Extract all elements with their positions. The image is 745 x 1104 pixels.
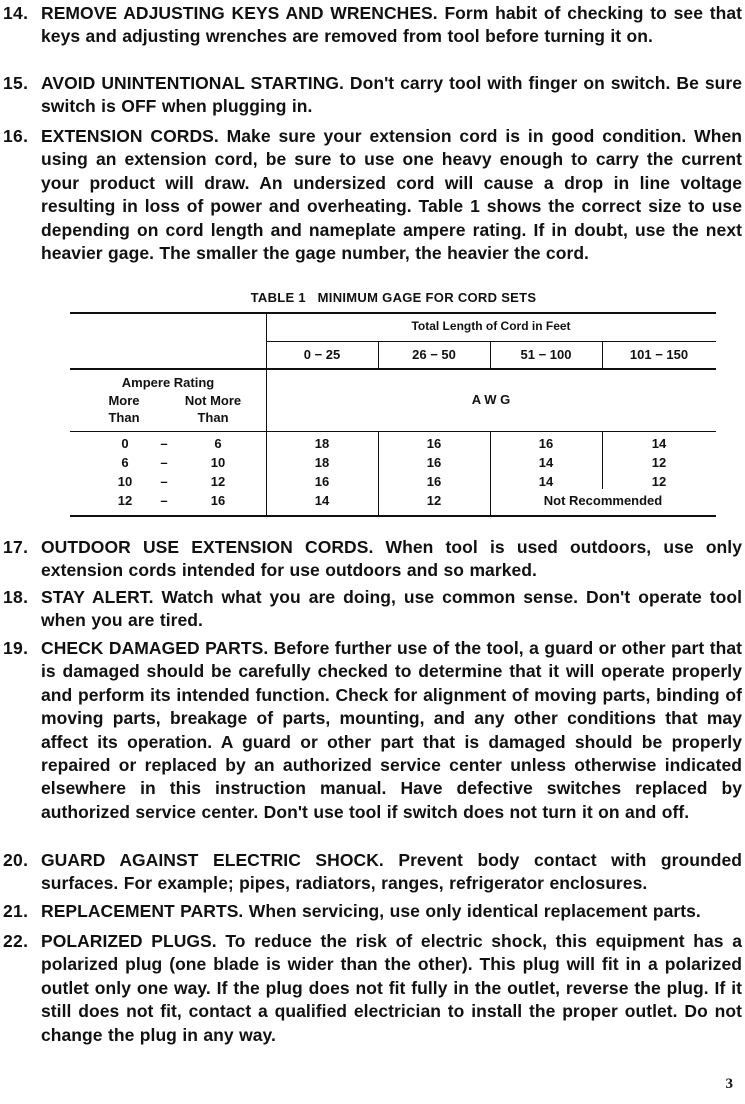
- rule-heading: REMOVE ADJUSTING KEYS AND WRENCHES.: [41, 3, 438, 23]
- rule-body: Make sure your extension cord is in good condition. When using an extension cord, be sure to use one heavy enough to carry the current your product will draw. An undersized cord will cause a drop in line voltage resulting in loss of power and overheating. Table 1 shows the correct size to use depending on cord length and nameplate ampere rating. If in doubt, use the next heavier gage. The smaller the gage number, the heavier the cord.: [41, 126, 743, 264]
- table-bottom-rule: [70, 515, 716, 517]
- table-rule: [70, 368, 716, 370]
- page-number: 3: [725, 1076, 733, 1092]
- rule-heading: EXTENSION CORDS.: [41, 126, 219, 146]
- rule-number: 17.: [3, 537, 29, 557]
- rule-number: 18.: [3, 587, 29, 607]
- ampere-from: 12: [117, 493, 133, 508]
- length-col-header: 51 − 100: [520, 347, 572, 362]
- gage-cell: 16: [426, 436, 442, 451]
- gage-cell: 14: [538, 474, 554, 489]
- rule-number: 22.: [3, 931, 29, 951]
- rule-heading: STAY ALERT.: [41, 587, 154, 607]
- length-col-header: 101 − 150: [629, 347, 689, 362]
- rule-heading: REPLACEMENT PARTS.: [41, 901, 244, 921]
- more-than-header: More Than: [108, 393, 140, 425]
- rule-body: Watch what you are doing, use common sense. Don't operate tool when you are tired.: [41, 587, 742, 631]
- awg-header: A W G: [471, 392, 511, 407]
- rule-body: Before further use of the tool, a guard or other part that is damaged should be carefully checked to determine that it will operate properly and perform its intended function. Check for alignment of moving parts, binding of moving parts, breakage of parts, mounting, and any other conditions that may affect its operation. A guard or other part that is damaged should be properly repaired or replaced by an authorized service center unless otherwise indicated elsewhere in this instruction manual. Have defective switches replaced by authorized service center. Don't use tool if switch does not turn it on and off.: [41, 638, 742, 822]
- ampere-from: 0: [121, 436, 129, 451]
- table-title: TABLE 1 MINIMUM GAGE FOR CORD SETS: [250, 290, 537, 305]
- gage-cell: 18: [314, 436, 330, 451]
- length-col-header: 0 − 25: [303, 347, 341, 362]
- ampere-to: 16: [210, 493, 226, 508]
- range-dash: –: [160, 474, 168, 489]
- rule-heading: POLARIZED PLUGS.: [41, 931, 217, 951]
- ampere-from: 6: [121, 455, 129, 470]
- rule-body: When tool is used outdoors, use only extension cords intended for use outdoors and so marked.: [41, 537, 742, 581]
- ampere-header: Ampere Rating: [121, 375, 215, 390]
- not-more-than-header: Not More Than: [184, 393, 242, 425]
- gage-cell: 16: [426, 455, 442, 470]
- table-row: [70, 436, 716, 455]
- cord-gage-table: [70, 312, 716, 518]
- range-dash: –: [160, 493, 168, 508]
- rule-body: Don't carry tool with finger on switch. Be sure switch is OFF when plugging in.: [41, 73, 742, 117]
- gage-cell: 12: [651, 474, 667, 489]
- table-row: [70, 474, 716, 493]
- rule-text: [41, 125, 742, 265]
- gage-cell: 12: [651, 455, 667, 470]
- rule-body: When servicing, use only identical replacement parts.: [243, 901, 701, 921]
- length-header: Total Length of Cord in Feet: [411, 319, 571, 333]
- gage-cell: 16: [538, 436, 554, 451]
- rule-number: 14.: [3, 3, 29, 23]
- table-row: [70, 455, 716, 474]
- rule-text: [41, 637, 742, 824]
- table-row: [70, 493, 716, 512]
- table-top-rule: [70, 312, 716, 314]
- rule-text: [41, 900, 742, 923]
- rule-number: 21.: [3, 901, 29, 921]
- ampere-from: 10: [117, 474, 133, 489]
- rule-text: [41, 586, 742, 633]
- rule-text: [41, 536, 742, 583]
- rule-heading: AVOID UNINTENTIONAL STARTING.: [41, 73, 344, 93]
- ampere-to: 6: [214, 436, 222, 451]
- gage-cell: 16: [314, 474, 330, 489]
- gage-cell: 14: [538, 455, 554, 470]
- rule-text: [41, 2, 742, 49]
- rule-heading: GUARD AGAINST ELECTRIC SHOCK.: [41, 850, 384, 870]
- rule-number: 15.: [3, 73, 29, 93]
- table-rule: [70, 431, 716, 432]
- ampere-to: 10: [210, 455, 226, 470]
- rule-number: 19.: [3, 638, 29, 658]
- gage-cell: 16: [426, 474, 442, 489]
- rule-number: 20.: [3, 850, 29, 870]
- gage-cell: 12: [426, 493, 442, 508]
- rule-body: Form habit of checking to see that keys and adjusting wrenches are removed from tool before turning it on.: [41, 3, 742, 47]
- length-col-header: 26 − 50: [412, 347, 456, 362]
- rule-text: [41, 930, 742, 1047]
- rule-body: Prevent body contact with grounded surfaces. For example; pipes, radiators, ranges, refrigerator enclosures.: [41, 850, 742, 894]
- range-dash: –: [160, 436, 168, 451]
- gage-cell: 14: [314, 493, 330, 508]
- rule-text: [41, 72, 742, 119]
- rule-heading: CHECK DAMAGED PARTS.: [41, 638, 269, 658]
- rule-heading: OUTDOOR USE EXTENSION CORDS.: [41, 537, 374, 557]
- gage-cell: 18: [314, 455, 330, 470]
- ampere-to: 12: [210, 474, 226, 489]
- range-dash: –: [160, 455, 168, 470]
- rule-body: To reduce the risk of electric shock, this equipment has a polarized plug (one blade is wider than the other). This plug will fit in a polarized outlet only one way. If the plug does not fit fully in the outlet, reverse the plug. If it still does not fit, contact a qualified electrician to install the proper outlet. Do not change the plug in any way.: [41, 931, 743, 1045]
- gage-cell: 14: [651, 436, 667, 451]
- not-recommended-cell: Not Recommended: [543, 493, 663, 508]
- rule-text: [41, 849, 742, 896]
- rule-number: 16.: [3, 126, 29, 146]
